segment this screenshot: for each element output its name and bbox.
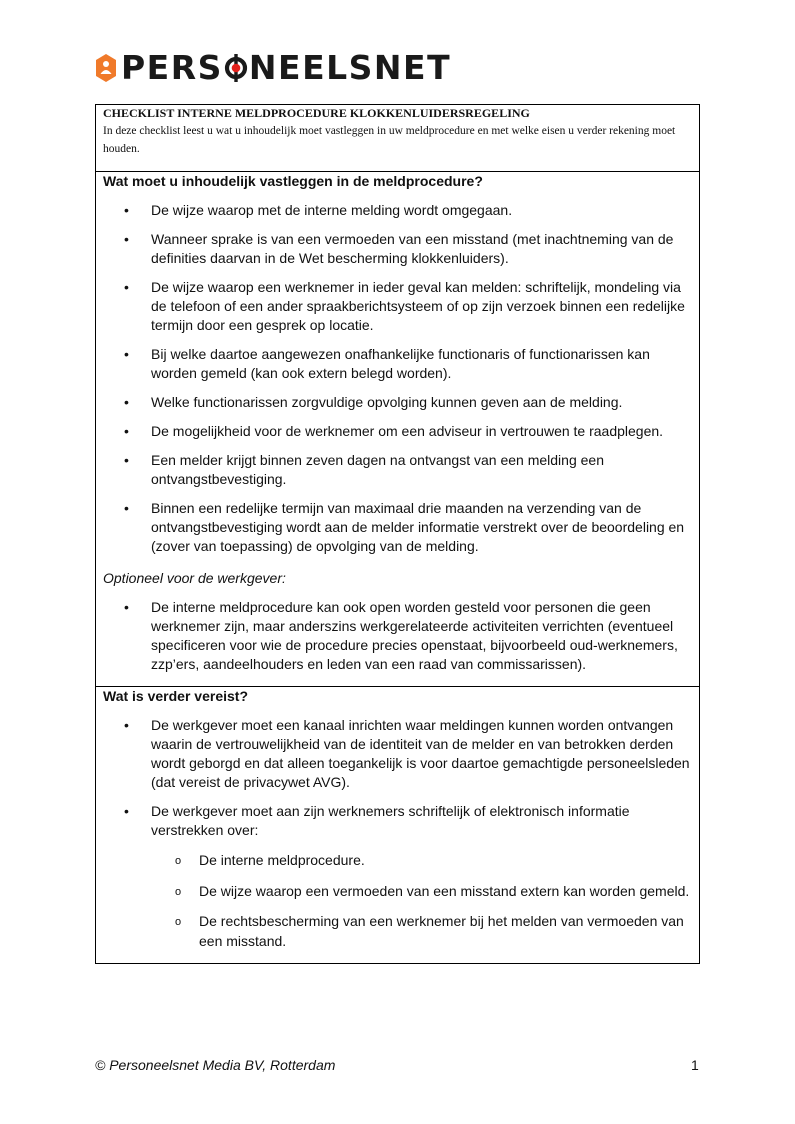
circle-bullet-icon: o: [175, 916, 182, 928]
bullet-icon: •: [124, 452, 129, 468]
sub-list: [96, 851, 699, 951]
bullet-icon: •: [124, 717, 129, 733]
list-item: • De werkgever moet een kanaal inrichten waar meldingen kunnen worden ontvangen waarin de vertrouwelijkheid van de identiteit van de melder en van betrokken derden wordt geborgd en dat alleen toegankelijk is voor daartoe gemachtigde personeelsleden (dat vereist de privacywet AVG).: [124, 717, 690, 790]
sub-list-item: o De interne meldprocedure.: [96, 851, 699, 871]
list-item: • Welke functionarissen zorgvuldige opvolging kunnen geven aan de melding.: [124, 394, 623, 410]
intro-text: In deze checklist leest u wat u inhoudelijk moet vastleggen in uw meldprocedure en met welke eisen u verder rekening moet houden.: [103, 125, 676, 155]
list-item: • De wijze waarop een werknemer in ieder geval kan melden: schriftelijk, mondeling via de telefoon of een ander spraakberichtsysteem of op zijn verzoek binnen een redelijke termijn door een gesprek op locatie.: [124, 279, 685, 333]
optional-label: Optioneel voor de werkgever:: [103, 570, 286, 586]
logo-text-part2: NEELSNET: [248, 48, 452, 87]
section-content-requirements: [96, 171, 699, 686]
list-item: • Wanneer sprake is van een vermoeden van een misstand (met inachtneming van de definities daarvan in de Wet bescherming klokkenluiders).: [124, 231, 674, 266]
logo-wordmark: [121, 50, 451, 86]
bullet-icon: •: [124, 500, 129, 516]
list-item: • De wijze waarop met de interne melding wordt omgegaan.: [124, 202, 513, 218]
person-badge-icon: [95, 53, 117, 83]
bullet-icon: •: [124, 279, 129, 295]
list-item: • Een melder krijgt binnen zeven dagen na ontvangst van een melding een ontvangstbevestiging.: [124, 452, 604, 487]
section-further-requirements: [96, 686, 699, 963]
checklist-table: [95, 104, 700, 964]
circle-bullet-icon: o: [175, 855, 182, 867]
bullet-icon: •: [124, 803, 129, 819]
section-heading: Wat moet u inhoudelijk vastleggen in de meldprocedure?: [103, 173, 483, 189]
bullet-icon: •: [124, 346, 129, 362]
sub-list-item: o De rechtsbescherming van een werknemer bij het melden van vermoeden van een misstand.: [175, 913, 684, 949]
list-item: • De werkgever moet aan zijn werknemers schriftelijk of elektronisch informatie verstrekken over:: [124, 803, 630, 838]
optional-list: [96, 598, 699, 674]
list-item: • De interne meldprocedure kan ook open worden gesteld voor personen die geen werknemer zijn, maar anderszins werkgerelateerde activiteiten verrichten (eventueel specificeren voor wie de procedure precies openstaat, bijvoorbeeld oud-werknemers, zzp’ers, aandeelhouders en leden van een raad van commissarissen).: [124, 599, 678, 672]
sub-list-item: o De wijze waarop een vermoeden van een misstand extern kan worden gemeld.: [96, 882, 699, 902]
checklist-title: CHECKLIST INTERNE MELDPROCEDURE KLOKKENLUIDERSREGELING: [103, 106, 530, 120]
requirements-list: [96, 201, 699, 556]
logo-text-part1: PERS: [121, 48, 223, 87]
bullet-icon: •: [124, 599, 129, 615]
bullet-icon: •: [124, 202, 129, 218]
bullet-icon: •: [124, 394, 129, 410]
bullet-icon: •: [124, 423, 129, 439]
footer-copyright: © Personeelsnet Media BV, Rotterdam: [95, 1057, 336, 1073]
target-o-icon: [224, 54, 248, 82]
intro-section: [96, 105, 699, 171]
bullet-icon: •: [124, 231, 129, 247]
section-heading: Wat is verder vereist?: [103, 688, 248, 704]
list-item: • De mogelijkheid voor de werknemer om een adviseur in vertrouwen te raadplegen.: [124, 423, 664, 439]
list-item: • Binnen een redelijke termijn van maximaal drie maanden na verzending van de ontvangstbevestiging wordt aan de melder informatie verstrekt over de beoordeling en (zover van toepassing) de opvolging van de melding.: [124, 500, 685, 554]
list-item: • Bij welke daartoe aangewezen onafhankelijke functionaris of functionarissen kan worden gemeld (kan ook extern belegd worden).: [124, 346, 650, 381]
circle-bullet-icon: o: [175, 885, 182, 898]
further-requirements-list: [96, 716, 699, 840]
brand-logo: [95, 50, 451, 86]
page-number: 1: [691, 1057, 699, 1073]
